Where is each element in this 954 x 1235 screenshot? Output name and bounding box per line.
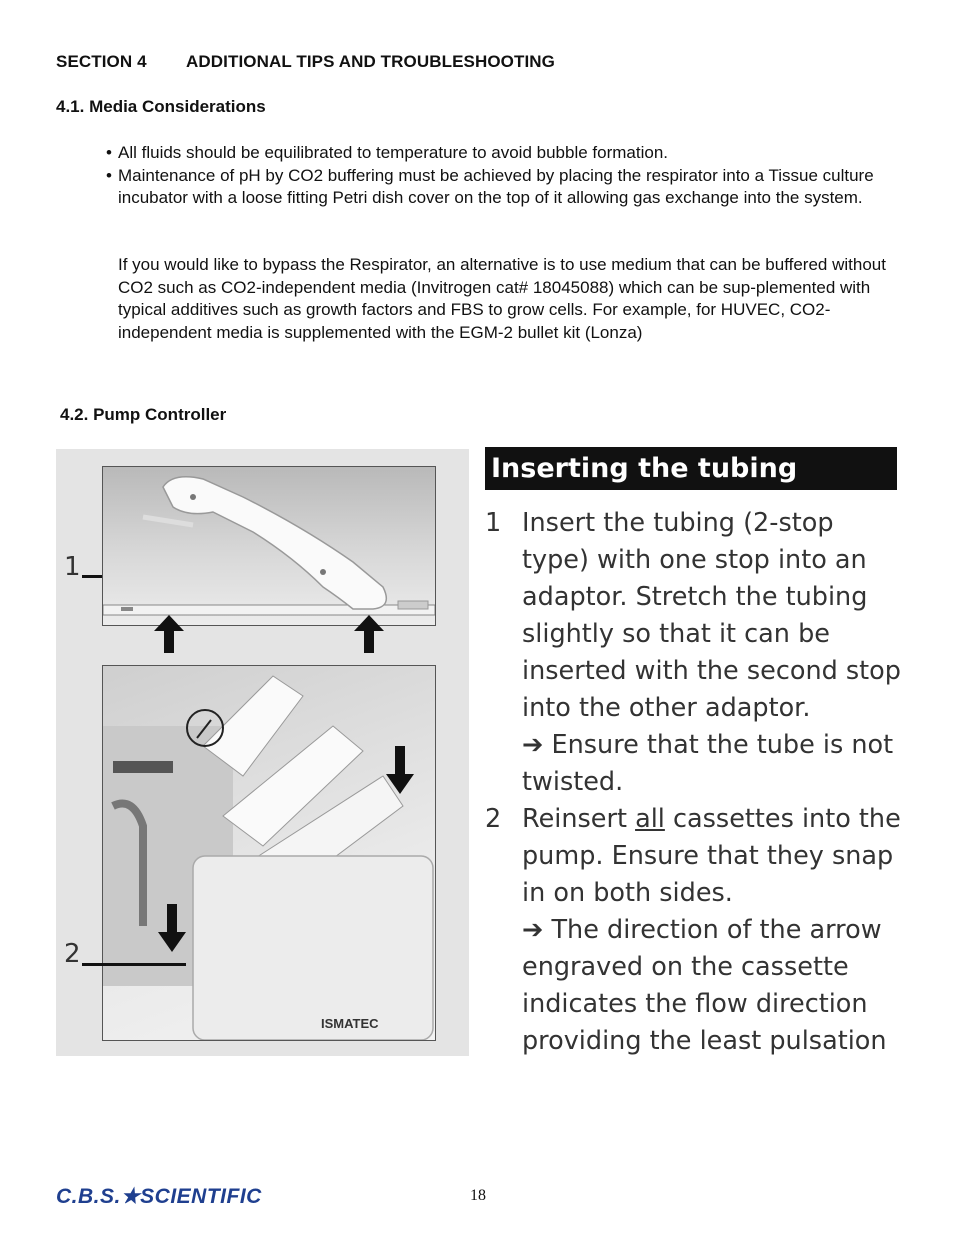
- cassette-illustration: [103, 467, 435, 625]
- section-title: ADDITIONAL TIPS AND TROUBLESHOOTING: [186, 52, 555, 71]
- pump-photo: [56, 449, 469, 1056]
- arrow-down-icon: [158, 904, 186, 952]
- section-heading: [56, 52, 555, 72]
- step-1: [485, 505, 905, 801]
- pump-heading: 4.2. Pump Controller: [60, 405, 227, 424]
- instruction-steps: [485, 505, 905, 1060]
- list-item: • All fluids should be equilibrated to temperature to avoid bubble formation.: [106, 142, 906, 165]
- company-logo: C.B.S.★SCIENTIFIC: [56, 1185, 262, 1208]
- bullet-icon: •: [106, 143, 112, 162]
- media-heading: 4.1. Media Considerations: [56, 97, 266, 116]
- section-number: SECTION 4: [56, 52, 147, 71]
- arrow-down-icon: [386, 746, 414, 794]
- step-number: 1: [485, 508, 502, 538]
- arrow-up-icon: [154, 615, 184, 653]
- step-number: 2: [485, 804, 502, 834]
- list-item: • Maintenance of pH by CO2 buffering must be achieved by placing the respirator into a Tissue culture incubator with a loose fitting Petri dish cover on the top of it allowing gas exchange into the system.: [106, 165, 874, 207]
- page-number: 18: [470, 1187, 486, 1204]
- photo-marker-1: 1: [64, 552, 81, 582]
- photo-panel-pump: [102, 665, 436, 1041]
- photo-panel-cassette: [102, 466, 436, 626]
- arrow-right-icon: ➔: [522, 915, 544, 945]
- marker-line: [82, 963, 186, 966]
- bullet-icon: •: [106, 165, 112, 185]
- step-text: Insert the tubing (2-stop type) with one stop into an adaptor. Stretch the tubing slightly so that it can be inserted with the second stop into the other adaptor.: [522, 508, 901, 723]
- arrow-up-icon: [354, 615, 384, 653]
- brand-label: ISMATEC: [321, 1016, 379, 1031]
- photo-marker-2: 2: [64, 939, 81, 969]
- media-bullet-list: [106, 142, 906, 210]
- marker-line: [82, 575, 102, 578]
- instruction-box-title: Inserting the tubing: [485, 447, 897, 490]
- step-note: ➔ The direction of the arrow engraved on the cassette indicates the flow direction providing the least pulsation: [522, 915, 887, 1056]
- pump-illustration: [103, 666, 435, 1040]
- step-2: [485, 801, 905, 1060]
- media-paragraph: If you would like to bypass the Respirator, an alternative is to use medium that can be buffered without CO2 such as CO2-independent media (Invitrogen cat# 18045088) which can be sup-plemented with typical additives such as growth factors and FBS to grow cells. For example, for HUVEC, CO2-independent media is supplemented with the EGM-2 bullet kit (Lonza): [118, 255, 886, 342]
- arrow-right-icon: ➔: [522, 730, 544, 760]
- step-note: ➔ Ensure that the tube is not twisted.: [522, 730, 894, 797]
- step-text: Reinsert all cassettes into the pump. Ensure that they snap in on both sides.: [522, 804, 901, 908]
